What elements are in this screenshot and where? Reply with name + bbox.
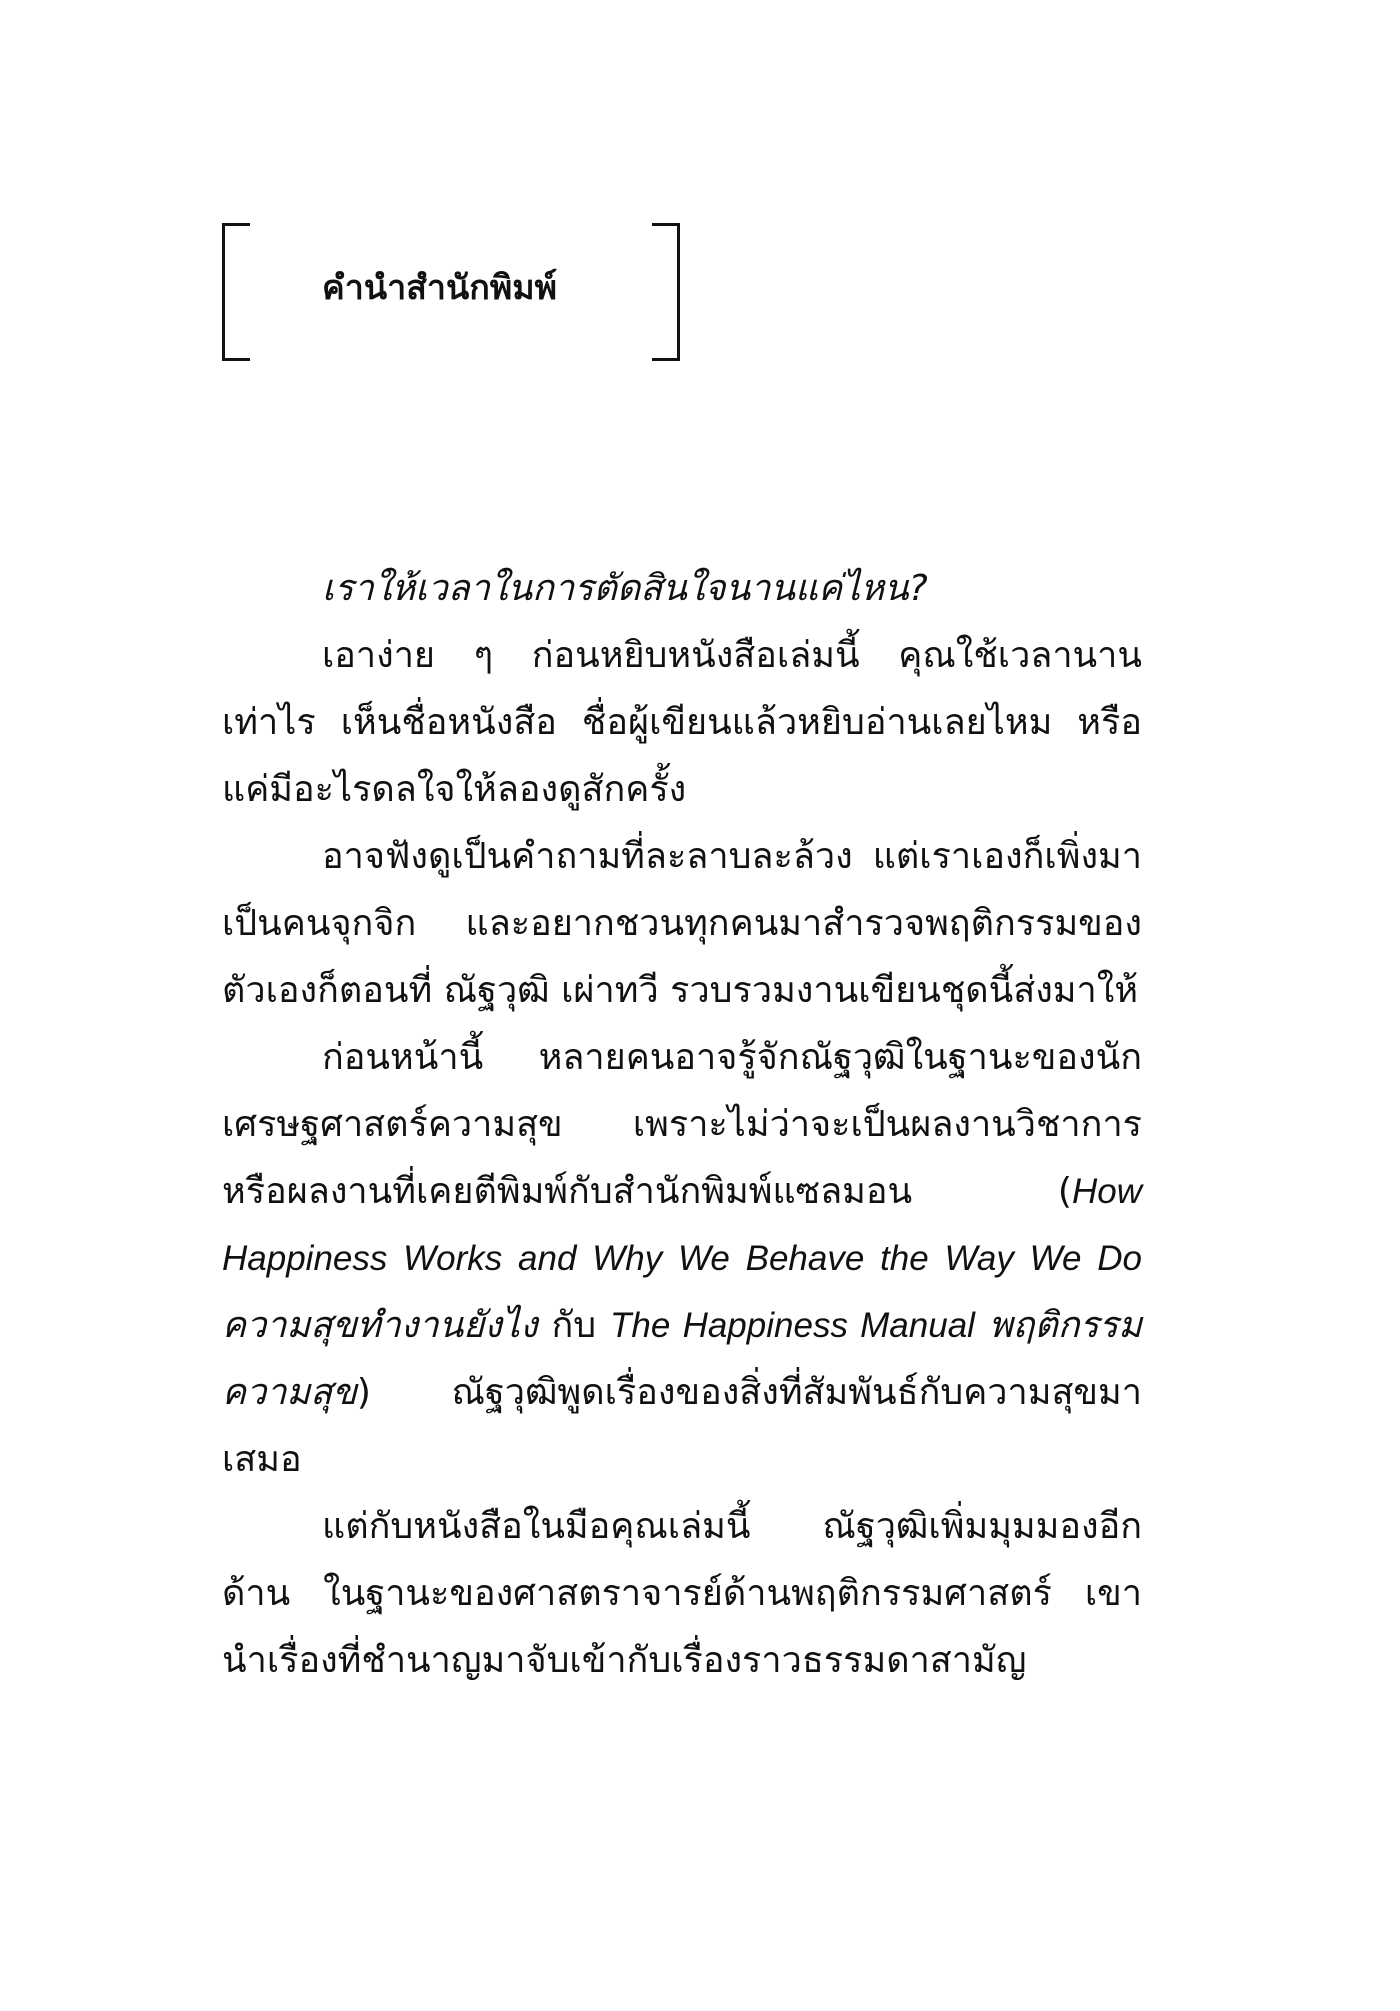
paragraph-2: อาจฟังดูเป็นคำถามที่ละลาบละล้วง แต่เราเองก็เพิ่งมาเป็นคนจุกจิก และอยากชวนทุกคนมาสำรวจพฤติกรรมของตัวเองก็ตอนที่ ณัฐวุฒิ เผ่าทวี รวบรวมงานเขียนชุดนี้ส่งมาให้ [222, 836, 1142, 1011]
paragraph-3-connector: กับ [537, 1305, 611, 1346]
body-text [222, 555, 1142, 1694]
paragraph-3 [222, 1024, 1142, 1493]
book-title-1-thai: ความสุขทำงานยังไง [222, 1305, 538, 1346]
left-bracket [222, 223, 250, 361]
chapter-heading [222, 223, 680, 361]
paragraph-4: แต่กับหนังสือในมือคุณเล่มนี้ ณัฐวุฒิเพิ่มมุมมองอีกด้าน ในฐานะของศาสตราจารย์ด้านพฤติกรรมศาสตร์ เขานำเรื่องที่ชำนาญมาจับเข้ากับเรื่องราวธรรมดาสามัญ [222, 1506, 1142, 1681]
paragraph-1: เอาง่าย ๆ ก่อนหยิบหนังสือเล่มนี้ คุณใช้เวลานานเท่าไร เห็นชื่อหนังสือ ชื่อผู้เขียนแล้วหยิบอ่านเลยไหม หรือแค่มีอะไรดลใจให้ลองดูสักครั้ง [222, 635, 1142, 810]
lead-question: เราให้เวลาในการตัดสินใจนานแค่ไหน? [322, 568, 928, 609]
chapter-title: คำนำสำนักพิมพ์ [322, 268, 558, 308]
book-title-2-thai: พฤติกรรมความสุข [222, 1305, 1142, 1413]
paragraph-3-intro: ก่อนหน้านี้ หลายคนอาจรู้จักณัฐวุฒิในฐานะของนักเศรษฐศาสตร์ความสุข เพราะไม่ว่าจะเป็นผลงานวิชาการ หรือผลงานที่เคยตีพิมพ์กับสำนักพิมพ์แซลมอน ( [222, 1037, 1142, 1212]
paragraph-3-outro: ) ณัฐวุฒิพูดเรื่องของสิ่งที่สัมพันธ์กับความสุขมาเสมอ [222, 1372, 1142, 1480]
book-title-1-english: How Happiness Works and Why We Behave the Way We Do [222, 1172, 1142, 1278]
right-bracket [652, 223, 680, 361]
book-title-2-english: The Happiness Manual [610, 1306, 975, 1345]
